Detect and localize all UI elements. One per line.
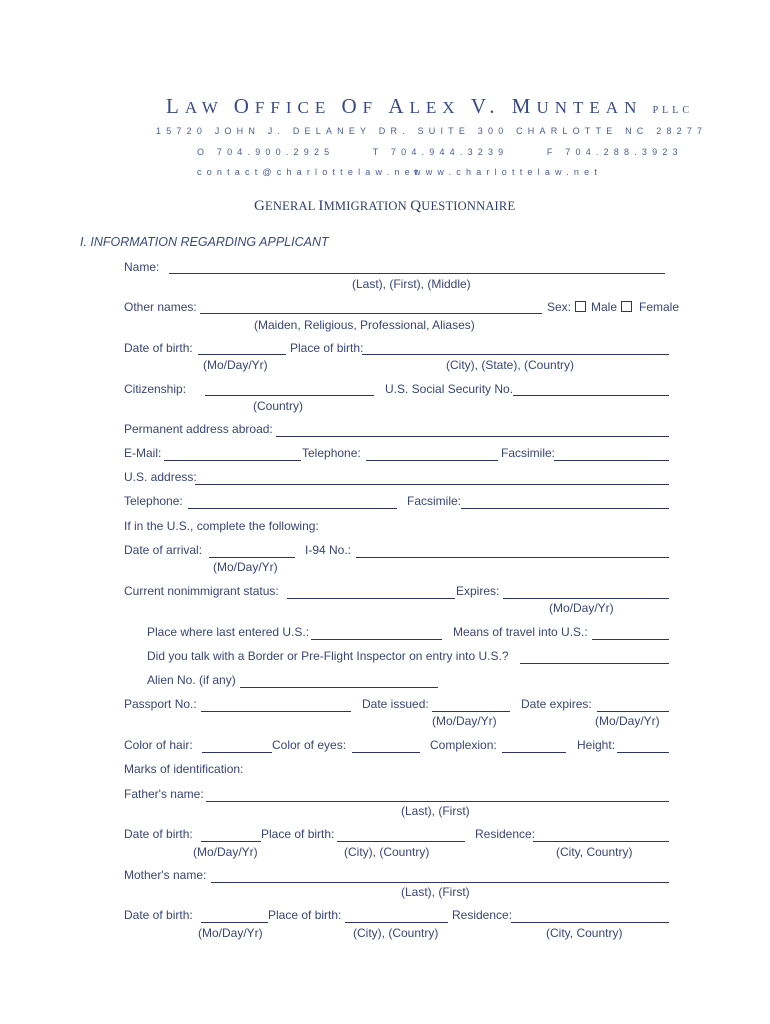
complexion-field[interactable] (502, 752, 566, 753)
section-heading: I. INFORMATION REGARDING APPLICANT (80, 235, 329, 249)
firm-title (166, 94, 693, 119)
mother-pob-label: Place of birth: (268, 908, 342, 922)
dob-hint: (Mo/Day/Yr) (203, 358, 268, 372)
form-title (254, 198, 515, 215)
citizenship-hint: (Country) (253, 399, 304, 413)
telephone-label: Telephone: (124, 494, 183, 508)
form-title-part: UESTIONNAIRE (421, 199, 516, 213)
father-dob-hint: (Mo/Day/Yr) (193, 845, 258, 859)
us-telephone-field[interactable] (188, 508, 397, 509)
complexion-label: Complexion: (430, 738, 497, 752)
ssn-label: U.S. Social Security No. (385, 382, 514, 396)
height-field[interactable] (617, 752, 669, 753)
mother-name-field[interactable] (211, 882, 669, 883)
pob-field[interactable] (362, 354, 669, 355)
male-label: Male (591, 300, 618, 314)
travel-field[interactable] (592, 639, 669, 640)
other-names-label: Other names: (124, 300, 197, 314)
marks-label: Marks of identification: (124, 762, 244, 776)
firm-title-part: FFICE (254, 98, 342, 117)
date-issued-hint: (Mo/Day/Yr) (432, 714, 497, 728)
firm-title-part: M (511, 94, 537, 118)
telephone-field[interactable] (366, 460, 498, 461)
dob-label: Date of birth: (124, 341, 193, 355)
female-label: Female (639, 300, 680, 314)
father-name-field[interactable] (206, 801, 669, 802)
form-title-part: I (318, 198, 324, 214)
female-checkbox[interactable] (621, 301, 632, 312)
form-title-part: ENERAL (265, 199, 319, 213)
firm-address: 15720 JOHN J. DELANEY DR. SUITE 300 CHARLOTTE NC 28277 (156, 126, 708, 136)
name-field[interactable] (169, 273, 665, 274)
form-title-part: G (254, 198, 266, 214)
passport-field[interactable] (201, 711, 351, 712)
male-checkbox[interactable] (575, 301, 586, 312)
height-label: Height: (577, 738, 616, 752)
us-address-label: U.S. address: (124, 470, 197, 484)
firm-email: contact@charlottelaw.net (197, 167, 423, 177)
expires-field[interactable] (503, 598, 669, 599)
arrival-label: Date of arrival: (124, 543, 203, 557)
alien-no-label: Alien No. (if any) (147, 673, 236, 687)
facsimile-field[interactable] (554, 460, 669, 461)
i94-field[interactable] (356, 557, 669, 558)
date-expires-field[interactable] (597, 711, 669, 712)
telephone-label: Telephone: (302, 446, 361, 460)
mother-dob-hint: (Mo/Day/Yr) (198, 926, 263, 940)
us-facsimile-field[interactable] (461, 508, 669, 509)
inspector-field[interactable] (520, 663, 669, 664)
other-names-hint: (Maiden, Religious, Professional, Aliases) (254, 318, 475, 332)
eyes-label: Color of eyes: (272, 738, 347, 752)
name-label: Name: (124, 260, 160, 274)
hair-label: Color of hair: (124, 738, 193, 752)
form-title-part: MMIGRATION (323, 199, 411, 213)
mother-dob-field[interactable] (201, 922, 268, 923)
mother-residence-label: Residence: (452, 908, 513, 922)
travel-label: Means of travel into U.S.: (453, 625, 588, 639)
date-issued-field[interactable] (432, 711, 510, 712)
expires-hint: (Mo/Day/Yr) (549, 601, 614, 615)
father-dob-field[interactable] (201, 841, 261, 842)
arrival-hint: (Mo/Day/Yr) (213, 560, 278, 574)
father-name-label: Father's name: (124, 787, 204, 801)
father-residence-label: Residence: (475, 827, 536, 841)
firm-title-part: A (388, 94, 410, 118)
form-title-part: Q (410, 198, 422, 214)
father-residence-hint: (City, Country) (556, 845, 633, 859)
firm-suffix: PLLC (652, 105, 694, 116)
firm-title-part: UNTEAN (536, 98, 643, 117)
status-field[interactable] (287, 598, 455, 599)
email-label: E-Mail: (124, 446, 162, 460)
citizenship-field[interactable] (205, 395, 374, 396)
last-entered-field[interactable] (311, 639, 442, 640)
firm-title-part: V. (470, 94, 512, 118)
email-field[interactable] (164, 460, 301, 461)
pob-hint: (City), (State), (Country) (446, 358, 575, 372)
father-pob-hint: (City), (Country) (344, 845, 430, 859)
father-residence-field[interactable] (533, 841, 669, 842)
date-issued-label: Date issued: (362, 697, 429, 711)
firm-title-part: F (362, 98, 389, 117)
name-hint: (Last), (First), (Middle) (352, 277, 471, 291)
date-expires-hint: (Mo/Day/Yr) (595, 714, 660, 728)
sex-label: Sex: (547, 300, 572, 314)
mother-pob-hint: (City), (Country) (353, 926, 439, 940)
date-expires-label: Date expires: (521, 697, 592, 711)
father-dob-label: Date of birth: (124, 827, 193, 841)
alien-no-field[interactable] (240, 687, 438, 688)
expires-label: Expires: (456, 584, 500, 598)
us-address-field[interactable] (195, 484, 669, 485)
firm-title-part: O (341, 94, 363, 118)
if-in-us-label: If in the U.S., complete the following: (124, 519, 319, 533)
mother-residence-field[interactable] (511, 922, 669, 923)
other-names-field[interactable] (200, 313, 542, 314)
perm-address-field[interactable] (276, 436, 669, 437)
inspector-label: Did you talk with a Border or Pre-Flight Inspector on entry into U.S.? (147, 649, 509, 663)
status-label: Current nonimmigrant status: (124, 584, 279, 598)
firm-title-part: AW (184, 98, 234, 117)
father-pob-label: Place of birth: (261, 827, 335, 841)
mother-name-label: Mother's name: (124, 868, 207, 882)
hair-field[interactable] (202, 752, 272, 753)
facsimile-label: Facsimile: (501, 446, 556, 460)
facsimile-label: Facsimile: (407, 494, 462, 508)
pob-label: Place of birth: (290, 341, 364, 355)
firm-title-part: LEX (409, 98, 471, 117)
firm-phones: O 704.900.2925 T 704.944.3239 F 704.288.3923 (197, 147, 683, 157)
mother-pob-field[interactable] (345, 922, 448, 923)
last-entered-label: Place where last entered U.S.: (147, 625, 310, 639)
ssn-field[interactable] (513, 395, 669, 396)
passport-label: Passport No.: (124, 697, 197, 711)
mother-residence-hint: (City, Country) (546, 926, 623, 940)
firm-title-part: L (166, 94, 185, 118)
citizenship-label: Citizenship: (124, 382, 187, 396)
i94-label: I-94 No.: (305, 543, 352, 557)
firm-title-part: O (233, 94, 255, 118)
eyes-field[interactable] (352, 752, 420, 753)
firm-website: www.charlottelaw.net (414, 167, 603, 177)
arrival-field[interactable] (209, 557, 295, 558)
mother-name-hint: (Last), (First) (401, 885, 470, 899)
father-name-hint: (Last), (First) (401, 804, 470, 818)
dob-field[interactable] (198, 354, 286, 355)
mother-dob-label: Date of birth: (124, 908, 193, 922)
father-pob-field[interactable] (337, 841, 465, 842)
perm-address-label: Permanent address abroad: (124, 422, 273, 436)
